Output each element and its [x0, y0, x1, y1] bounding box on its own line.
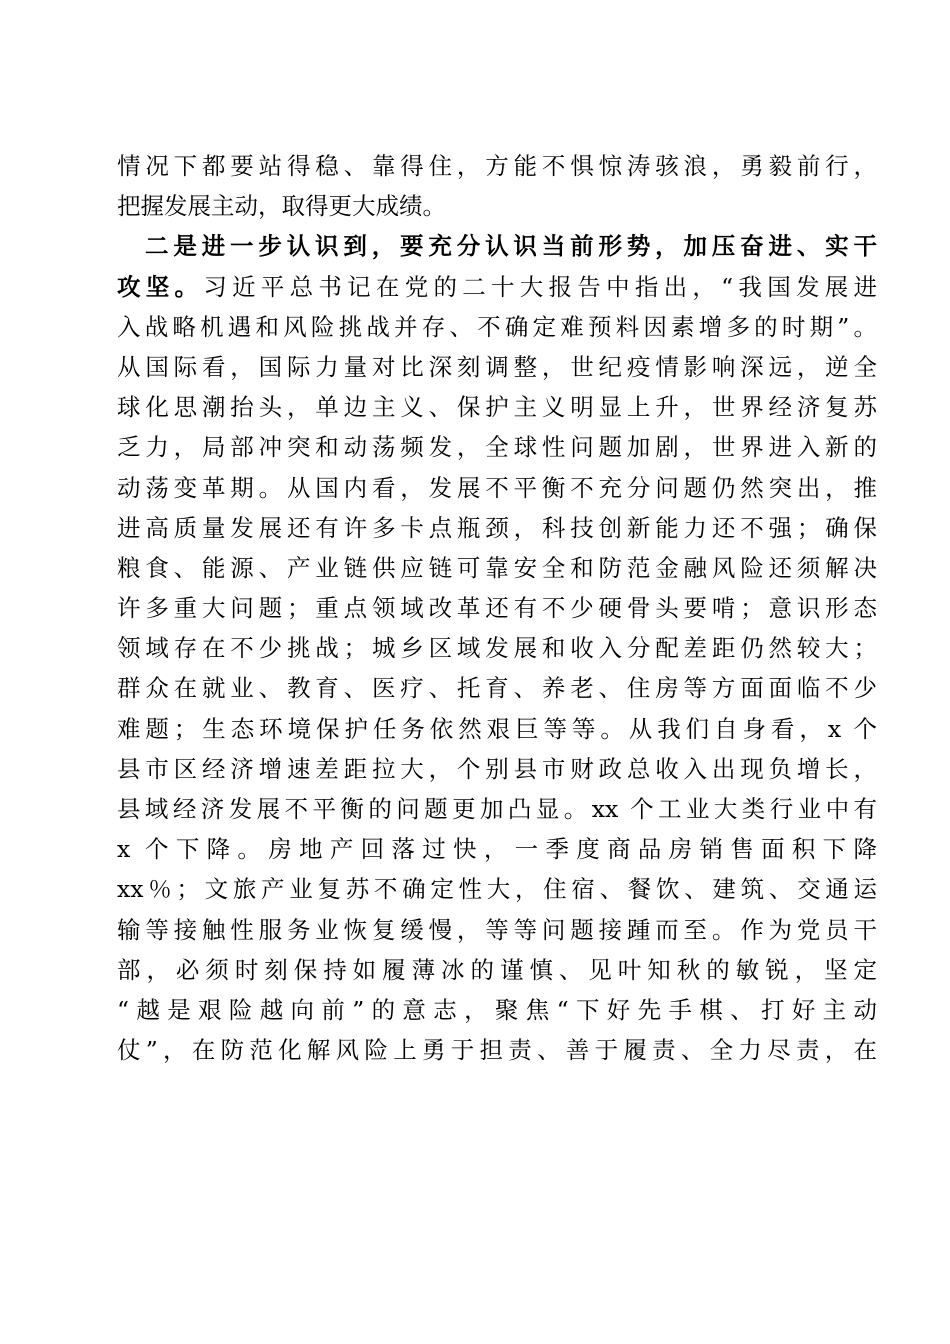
paragraph-line: 仗”，在防范化解风险上勇于担责、善于履责、全力尽责，在	[117, 1036, 877, 1065]
section-heading-tail: 攻坚。	[117, 272, 204, 301]
paragraph-line: x 个下降。房地产回落过快，一季度商品房销售面积下降	[117, 835, 877, 864]
paragraph-line: 难题；生态环境保护任务依然艰巨等等。从我们自身看，x 个	[117, 714, 877, 743]
paragraph-line: 从国际看，国际力量对比深刻调整，世纪疫情影响深远，逆全	[117, 352, 877, 381]
paragraph-line: 部，必须时刻保持如履薄冰的谨慎、见叶知秋的敏锐，坚定	[117, 955, 877, 984]
paragraph-line: 县市区经济增速差距拉大，个别县市财政总收入出现负增长，	[117, 754, 877, 783]
paragraph-line: 县域经济发展不平衡的问题更加凸显。xx 个工业大类行业中有	[117, 795, 877, 823]
paragraph-line: 情况下都要站得稳、靠得住，方能不惧惊涛骇浪，勇毅前行，	[117, 152, 877, 180]
paragraph-text: 习近平总书记在党的二十大报告中指出，“我国发展进	[203, 272, 878, 301]
paragraph-line: 许多重大问题；重点领域改革还有不少硬骨头要啃；意识形态	[117, 594, 877, 623]
paragraph-line: 输等接触性服务业恢复缓慢，等等问题接踵而至。作为党员干	[117, 915, 877, 944]
paragraph-line: 乏力，局部冲突和动荡频发，全球性问题加剧，世界进入新的	[117, 433, 877, 462]
document-body	[117, 146, 877, 1070]
paragraph-line: xx％；文旅产业复苏不确定性大，住宿、餐饮、建筑、交通运	[117, 875, 877, 904]
paragraph-line: 领域存在不少挑战；城乡区域发展和收入分配差距仍然较大；	[117, 634, 877, 663]
paragraph-line: 把握发展主动，取得更大成绩。	[117, 192, 446, 221]
paragraph-line: 动荡变革期。从国内看，发展不平衡不充分问题仍然突出，推	[117, 473, 877, 502]
paragraph-line: 群众在就业、教育、医疗、托育、养老、住房等方面面临不少	[117, 674, 877, 703]
paragraph-line	[117, 267, 877, 307]
paragraph-line: 进高质量发展还有许多卡点瓶颈，科技创新能力还不强；确保	[117, 513, 877, 542]
paragraph-line: “越是艰险越向前”的意志，聚焦“下好先手棋、打好主动	[117, 995, 877, 1024]
paragraph-line: 粮食、能源、产业链供应链可靠安全和防范金融风险还须解决	[117, 553, 877, 582]
paragraph-line: 球化思潮抬头，单边主义、保护主义明显上升，世界经济复苏	[117, 393, 877, 422]
section-heading-line: 二是进一步认识到，要充分认识当前形势，加压奋进、实干	[145, 232, 877, 261]
paragraph-line: 入战略机遇和风险挑战并存、不确定难预料因素增多的时期”。	[117, 312, 877, 341]
